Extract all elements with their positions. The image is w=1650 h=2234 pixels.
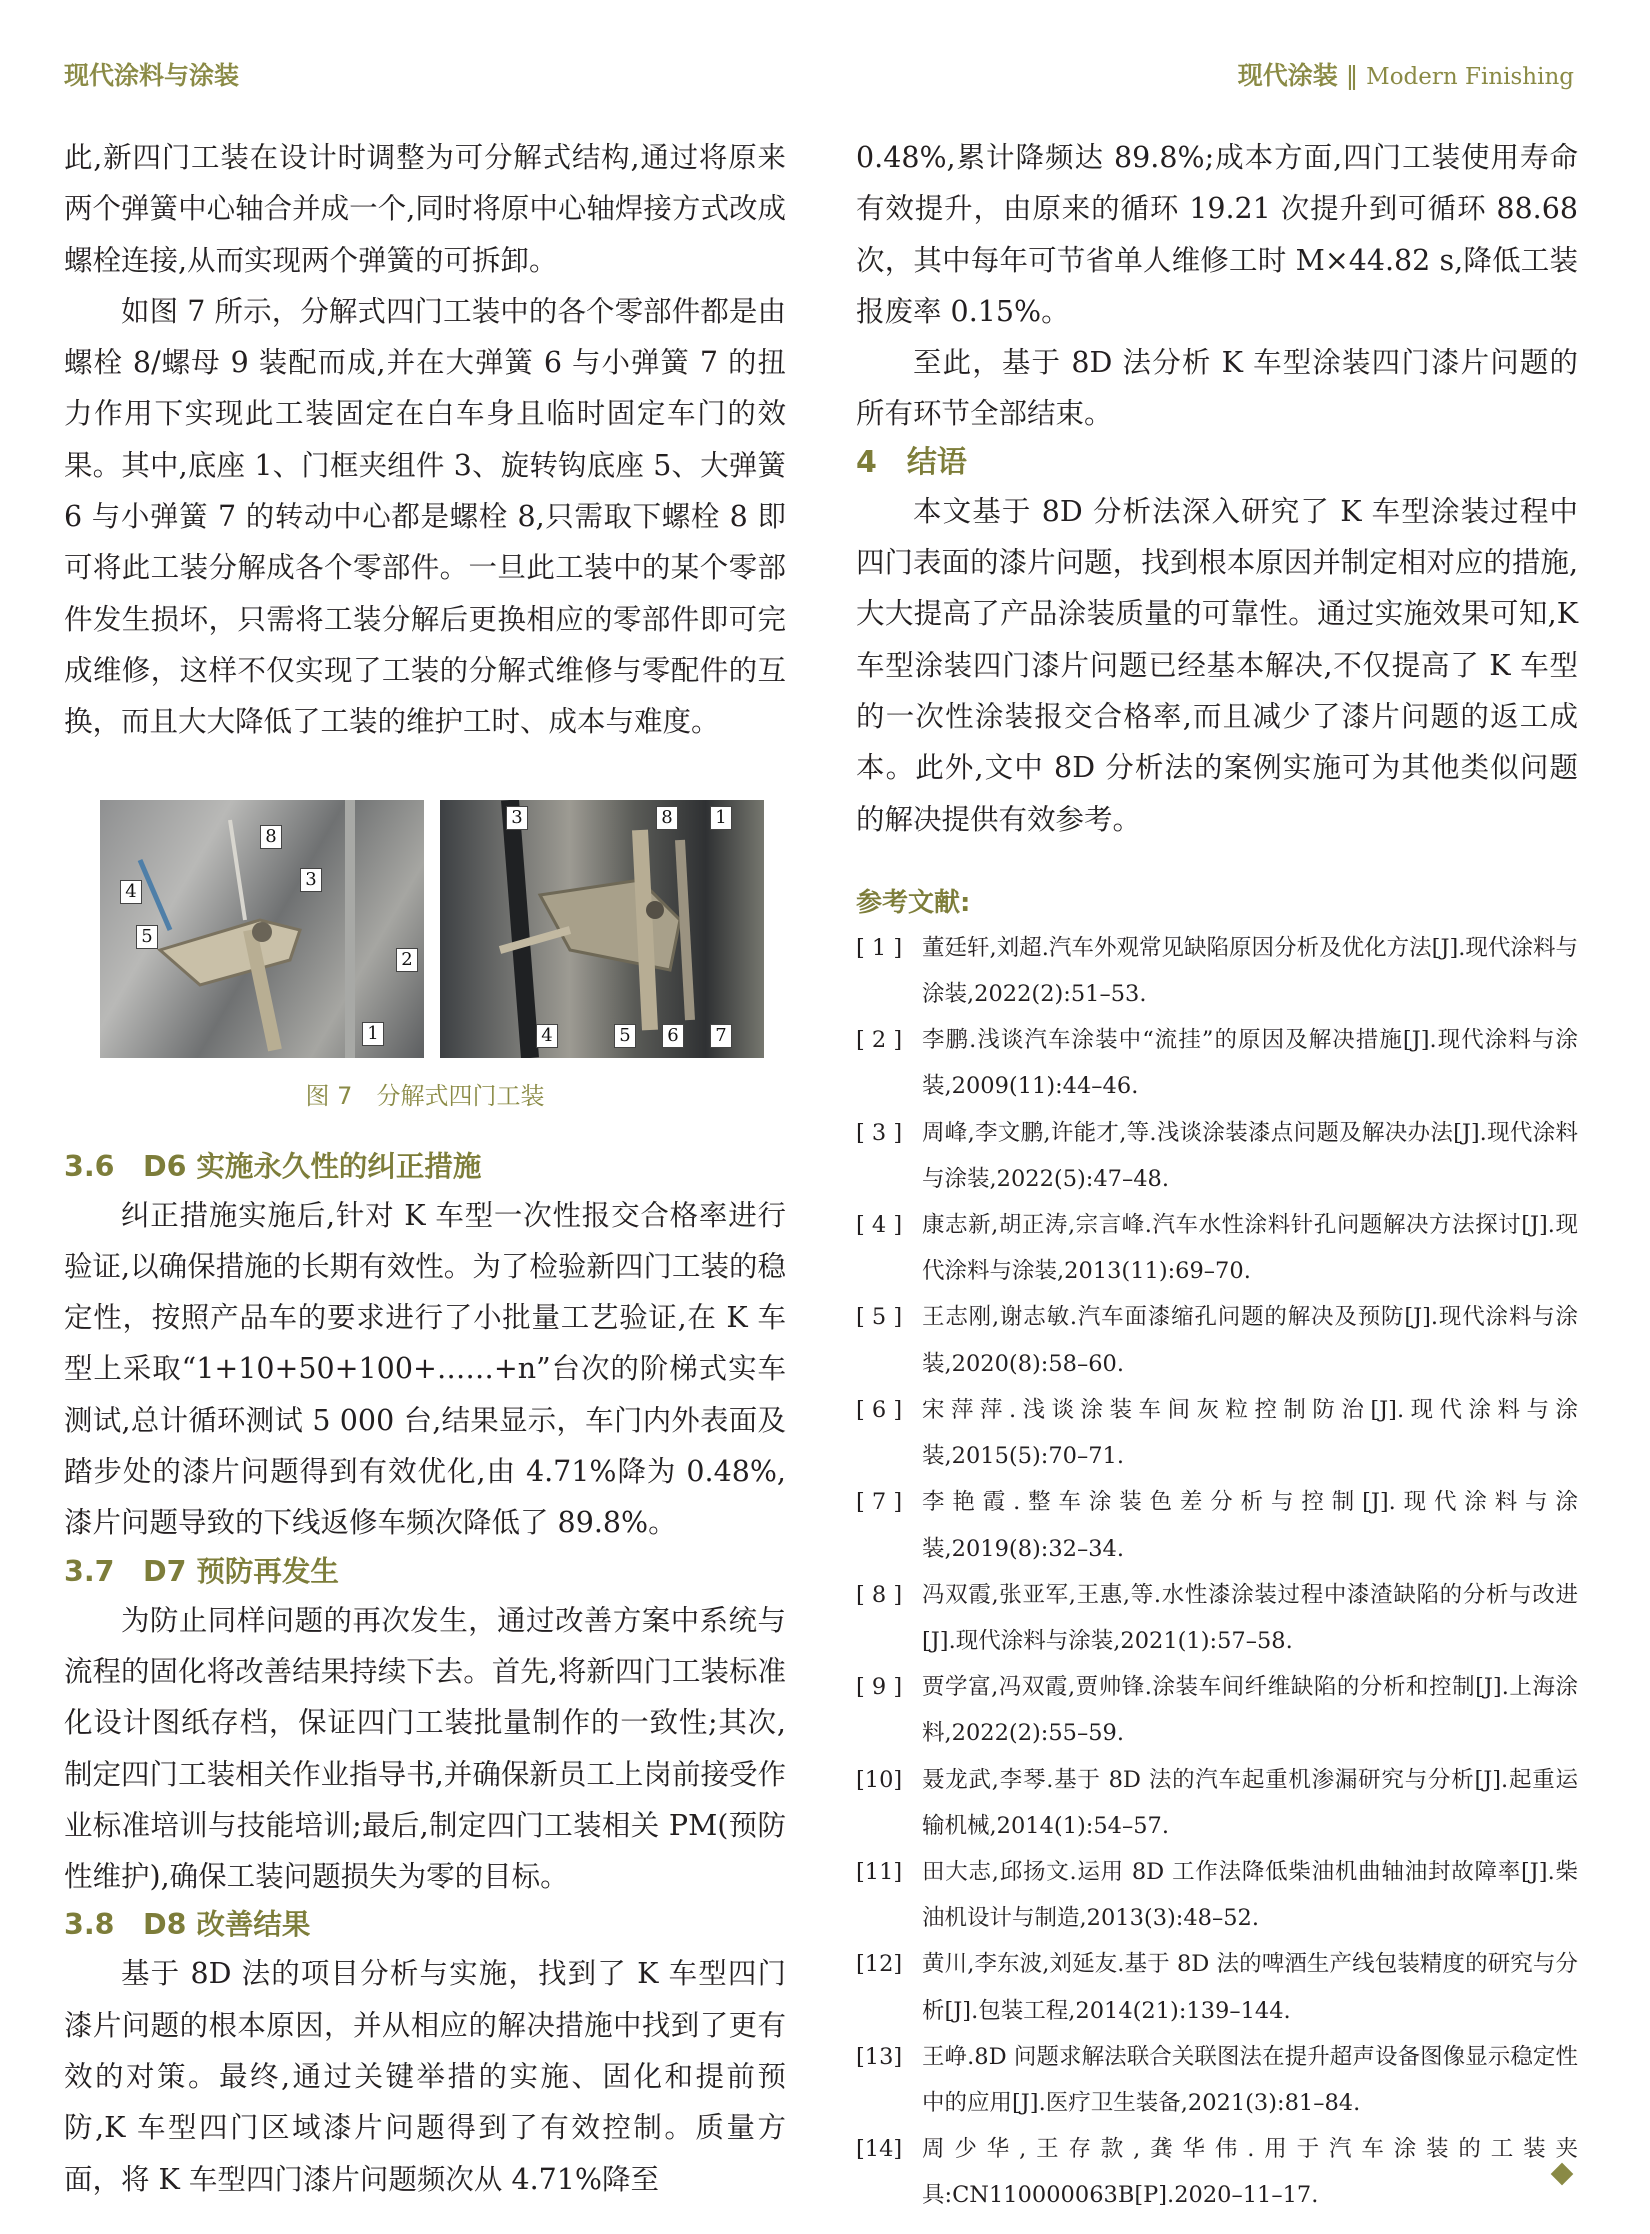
figure-caption: 图 7 分解式四门工装	[305, 1081, 545, 1110]
reference-number: [12]	[856, 1951, 903, 1978]
reference-text: 宋萍萍.浅谈涂装车间灰粒控制防治[J].现代涂料与涂装,2015(5):70–71.	[922, 1396, 1578, 1470]
reference-text: 王志刚,谢志敏.汽车面漆缩孔问题的解决及预防[J].现代涂料与涂装,2020(8):58–60.	[922, 1304, 1578, 1377]
reference-item	[856, 1294, 1578, 1386]
reference-item	[856, 1757, 1578, 1849]
reference-number: [ 4 ]	[856, 1212, 903, 1239]
part-label: 6	[662, 1024, 684, 1048]
part-label: 7	[710, 1024, 732, 1048]
reference-text: 田大志,邱扬文.运用 8D 工作法降低柴油机曲轴油封故障率[J].柴油机设计与制造,2013(3):48–52.	[922, 1858, 1578, 1932]
section-heading: 3.7 D7 预防再发生	[64, 1554, 339, 1588]
part-label: 1	[362, 1022, 384, 1046]
reference-item	[856, 1941, 1578, 2033]
reference-item	[856, 1479, 1578, 1571]
reference-text: 董廷轩,刘超.汽车外观常见缺陷原因分析及优化方法[J].现代涂料与涂装,2022(2):51–53.	[922, 934, 1578, 1008]
reference-text: 冯双霞,张亚军,王惠,等.水性漆涂装过程中漆渣缺陷的分析与改进[J].现代涂料与涂装,2021(1):57–58.	[922, 1581, 1578, 1654]
paragraph: 0.48%,累计降频达 89.8%;成本方面,四门工装使用寿命有效提升，由原来的循环 19.21 次提升到可循环 88.68 次，其中每年可节省单人维修工时 M×44.82 s,降低工装报废率 0.15%。	[856, 141, 1578, 328]
section-heading: 3.6 D6 实施永久性的纠正措施	[64, 1149, 482, 1183]
page-header	[64, 56, 1574, 96]
paragraph: 如图 7 所示，分解式四门工装中的各个零部件都是由螺栓 8/螺母 9 装配而成,并在大弹簧 6 与小弹簧 7 的扭力作用下实现此工装固定在白车身且临时固定车门的效果。其中,底座 1、门框夹组件 3、旋转钩底座 5、大弹簧 6 与小弹簧 7 的转动中心都是螺栓 8,只需取下螺栓 8 即可将此工装分解成各个零部件。一旦此工装中的某个零部件发生损坏，只需将工装分解后更换相应的零部件即可完成维修，这样不仅实现了工装的分解式维修与零配件的互换，而且大大降低了工装的维护工时、成本与难度。	[64, 294, 786, 739]
reference-number: [13]	[856, 2043, 903, 2070]
reference-item	[856, 1110, 1578, 1202]
reference-item	[856, 1017, 1578, 1109]
reference-number: [10]	[856, 1766, 903, 1793]
reference-item	[856, 925, 1578, 1017]
references-heading: 参考文献:	[856, 887, 971, 918]
part-label: 5	[614, 1024, 636, 1048]
reference-text: 康志新,胡正涛,宗言峰.汽车水性涂料针孔问题解决方法探讨[J].现代涂料与涂装,2013(11):69–70.	[922, 1212, 1578, 1285]
section-heading: 4 结语	[856, 444, 967, 480]
reference-item	[856, 1572, 1578, 1664]
reference-number: [ 9 ]	[856, 1674, 903, 1701]
part-label: 3	[300, 868, 322, 892]
paragraph: 至此，基于 8D 法分析 K 车型涂装四门漆片问题的所有环节全部结束。	[856, 346, 1578, 431]
reference-number: [ 1 ]	[856, 934, 903, 961]
reference-item	[856, 2034, 1578, 2126]
paragraph: 为防止同样问题的再次发生，通过改善方案中系统与流程的固化将改善结果持续下去。首先,将新四门工装标准化设计图纸存档，保证四门工装批量制作的一致性;其次,制定四门工装相关作业指导书,并确保新员工上岗前接受作业标准培训与技能培训;最后,制定四门工装相关 PM(预防性维护),确保工装问题损失为零的目标。	[64, 1603, 786, 1894]
tool-illustration	[440, 800, 764, 1058]
reference-number: [11]	[856, 1858, 903, 1885]
reference-text: 贾学富,冯双霞,贾帅锋.涂装车间纤维缺陷的分析和控制[J].上海涂料,2022(2):55–59.	[922, 1674, 1578, 1747]
reference-number: [ 5 ]	[856, 1304, 903, 1331]
reference-number: [ 2 ]	[856, 1027, 903, 1054]
reference-item	[856, 2126, 1578, 2218]
right-column	[856, 132, 1578, 2219]
paragraph: 本文基于 8D 分析法深入研究了 K 车型涂装过程中四门表面的漆片问题，找到根本原因并制定相对应的措施,大大提高了产品涂装质量的可靠性。通过实施效果可知,K 车型涂装四门漆片问题已经基本解决,不仅提高了 K 车型的一次性涂装报交合格率,而且减少了漆片问题的返工成本。此外,文中 8D 分析法的案例实施可为其他类似问题的解决提供有效参考。	[856, 494, 1578, 836]
part-label: 3	[506, 806, 528, 830]
brand-cn: 现代涂装	[1237, 61, 1338, 90]
section-heading: 3.8 D8 改善结果	[64, 1908, 311, 1942]
journal-name: 现代涂料与涂装	[64, 61, 240, 90]
reference-text: 李艳霞.整车涂装色差分析与控制[J].现代涂料与涂装,2019(8):32–34.	[922, 1489, 1578, 1562]
reference-number: [14]	[856, 2136, 903, 2163]
reference-text: 李鹏.浅谈汽车涂装中“流挂”的原因及解决措施[J].现代涂料与涂装,2009(11):44–46.	[922, 1027, 1578, 1100]
part-label: 8	[260, 825, 282, 849]
brand-en: Modern Finishing	[1366, 64, 1574, 90]
journal-brand	[1238, 56, 1574, 92]
reference-number: [ 6 ]	[856, 1396, 903, 1423]
reference-item	[856, 1202, 1578, 1294]
figure-7	[64, 800, 786, 1058]
reference-text: 周峰,李文鹏,许能才,等.浅谈涂装漆点问题及解决办法[J].现代涂料与涂装,2022(5):47–48.	[922, 1119, 1578, 1192]
figure-photo-right	[440, 800, 764, 1058]
reference-item	[856, 1849, 1578, 1941]
part-label: 1	[710, 806, 732, 830]
brand-separator: ‖	[1337, 61, 1367, 90]
paragraph: 此,新四门工装在设计时调整为可分解式结构,通过将原来两个弹簧中心轴合并成一个,同时将原中心轴焊接方式改成螺栓连接,从而实现两个弹簧的可拆卸。	[64, 141, 786, 277]
part-label: 2	[396, 948, 418, 972]
left-column	[64, 132, 786, 2205]
reference-item	[856, 1664, 1578, 1756]
reference-item	[856, 1387, 1578, 1479]
reference-text: 聂龙武,李琴.基于 8D 法的汽车起重机渗漏研究与分析[J].起重运输机械,2014(1):54–57.	[922, 1766, 1578, 1839]
part-label: 8	[656, 806, 678, 830]
references-list	[856, 925, 1578, 2219]
paragraph: 纠正措施实施后,针对 K 车型一次性报交合格率进行验证,以确保措施的长期有效性。为了检验新四门工装的稳定性，按照产品车的要求进行了小批量工艺验证,在 K 车型上采取“1+10+50+100+……+n”台次的阶梯式实车测试,总计循环测试 5 000 台,结果显示，车门内外表面及踏步处的漆片问题得到有效优化,由 4.71%降为 0.48%,漆片问题导致的下线返修车频次降低了 89.8%。	[64, 1198, 786, 1540]
reference-number: [ 3 ]	[856, 1119, 903, 1146]
part-label: 4	[120, 880, 142, 904]
reference-text: 周少华,王存款,龚华伟.用于汽车涂装的工装夹具:CN110000063B[P].2020–11–17.	[922, 2136, 1578, 2209]
figure-photo-left	[100, 800, 424, 1058]
part-label: 5	[136, 925, 158, 949]
part-label: 4	[536, 1024, 558, 1048]
reference-text: 王峥.8D 问题求解法联合关联图法在提升超声设备图像显示稳定性中的应用[J].医疗卫生装备,2021(3):81–84.	[922, 2043, 1578, 2116]
reference-number: [ 8 ]	[856, 1581, 903, 1608]
paragraph: 基于 8D 法的项目分析与实施，找到了 K 车型四门漆片问题的根本原因，并从相应的解决措施中找到了更有效的对策。最终,通过关键举措的实施、固化和提前预防,K 车型四门区域漆片问题得到了有效控制。质量方面，将 K 车型四门漆片问题频次从 4.71%降至	[64, 1957, 786, 2196]
reference-text: 黄川,李东波,刘延友.基于 8D 法的啤酒生产线包装精度的研究与分析[J].包装工程,2014(21):139–144.	[922, 1951, 1578, 2024]
reference-number: [ 7 ]	[856, 1489, 903, 1516]
